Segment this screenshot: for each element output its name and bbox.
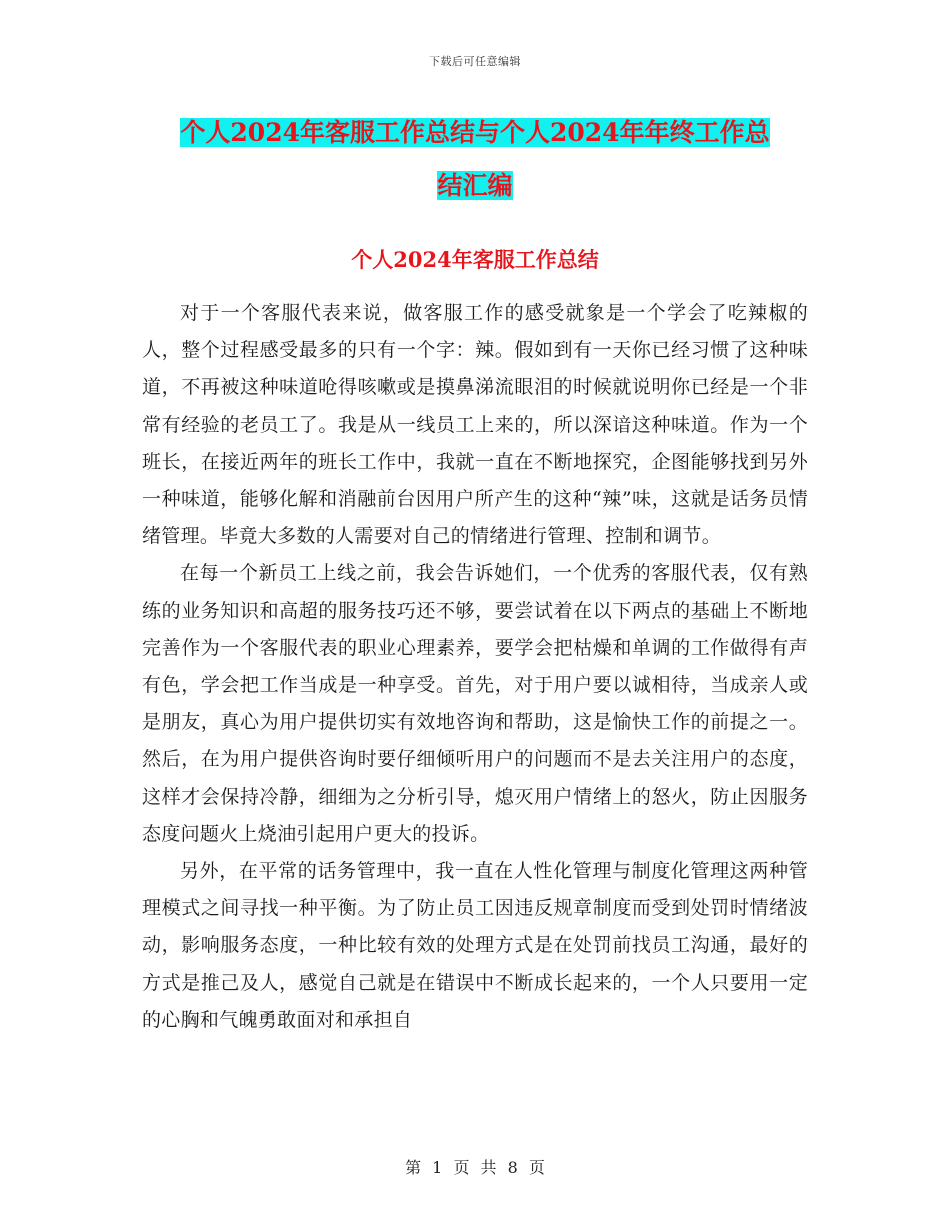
page-header-note: 下载后可任意编辑 <box>429 55 521 68</box>
section-heading: 个人2024年客服工作总结 <box>351 247 599 272</box>
body-paragraph: 另外，在平常的话务管理中，我一直在人性化管理与制度化管理这两种管理模式之间寻找一种平衡。为了防止员工因违反规章制度而受到处罚时情绪波动，影响服务态度，一种比较有效的处理方式是在处罚前找员工沟通，最好的方式是推己及人，感觉自己就是在错误中不断成长起来的，一个人只要用一定的心胸和气魄勇敢面对和承担自 <box>142 860 808 1031</box>
document-title-line2: 结汇编 <box>437 171 513 200</box>
page-number-footer: 第 1 页 共 8 页 <box>405 1158 545 1177</box>
document-title-line1: 个人2024年客服工作总结与个人2024年年终工作总 <box>180 118 770 147</box>
body-paragraph: 在每一个新员工上线之前，我会告诉她们，一个优秀的客服代表，仅有熟练的业务知识和高超的服务技巧还不够，要尝试着在以下两点的基础上不断地完善作为一个客服代表的职业心理素养，要学会把枯燥和单调的工作做得有声有色，学会把工作当成是一种享受。首先，对于用户要以诚相待，当成亲人或是朋友，真心为用户提供切实有效地咨询和帮助，这是愉快工作的前提之一。然后，在为用户提供咨询时要仔细倾听用户的问题而不是去关注用户的态度，这样才会保持冷静，细细为之分析引导，熄灭用户情绪上的怒火，防止因服务态度问题火上烧油引起用户更大的投诉。 <box>142 562 808 845</box>
body-paragraph: 对于一个客服代表来说，做客服工作的感受就象是一个学会了吃辣椒的人，整个过程感受最多的只有一个字：辣。假如到有一天你已经习惯了这种味道，不再被这种味道呛得咳嗽或是摸鼻涕流眼泪的时候就说明你已经是一个非常有经验的老员工了。我是从一线员工上来的，所以深谙这种味道。作为一个班长，在接近两年的班长工作中，我就一直在不断地探究，企图能够找到另外一种味道，能够化解和消融前台因用户所产生的这种“辣”味，这就是话务员情绪管理。毕竟大多数的人需要对自己的情绪进行管理、控制和调节。 <box>142 302 808 548</box>
document-title <box>140 106 810 212</box>
document-body <box>142 295 808 1039</box>
